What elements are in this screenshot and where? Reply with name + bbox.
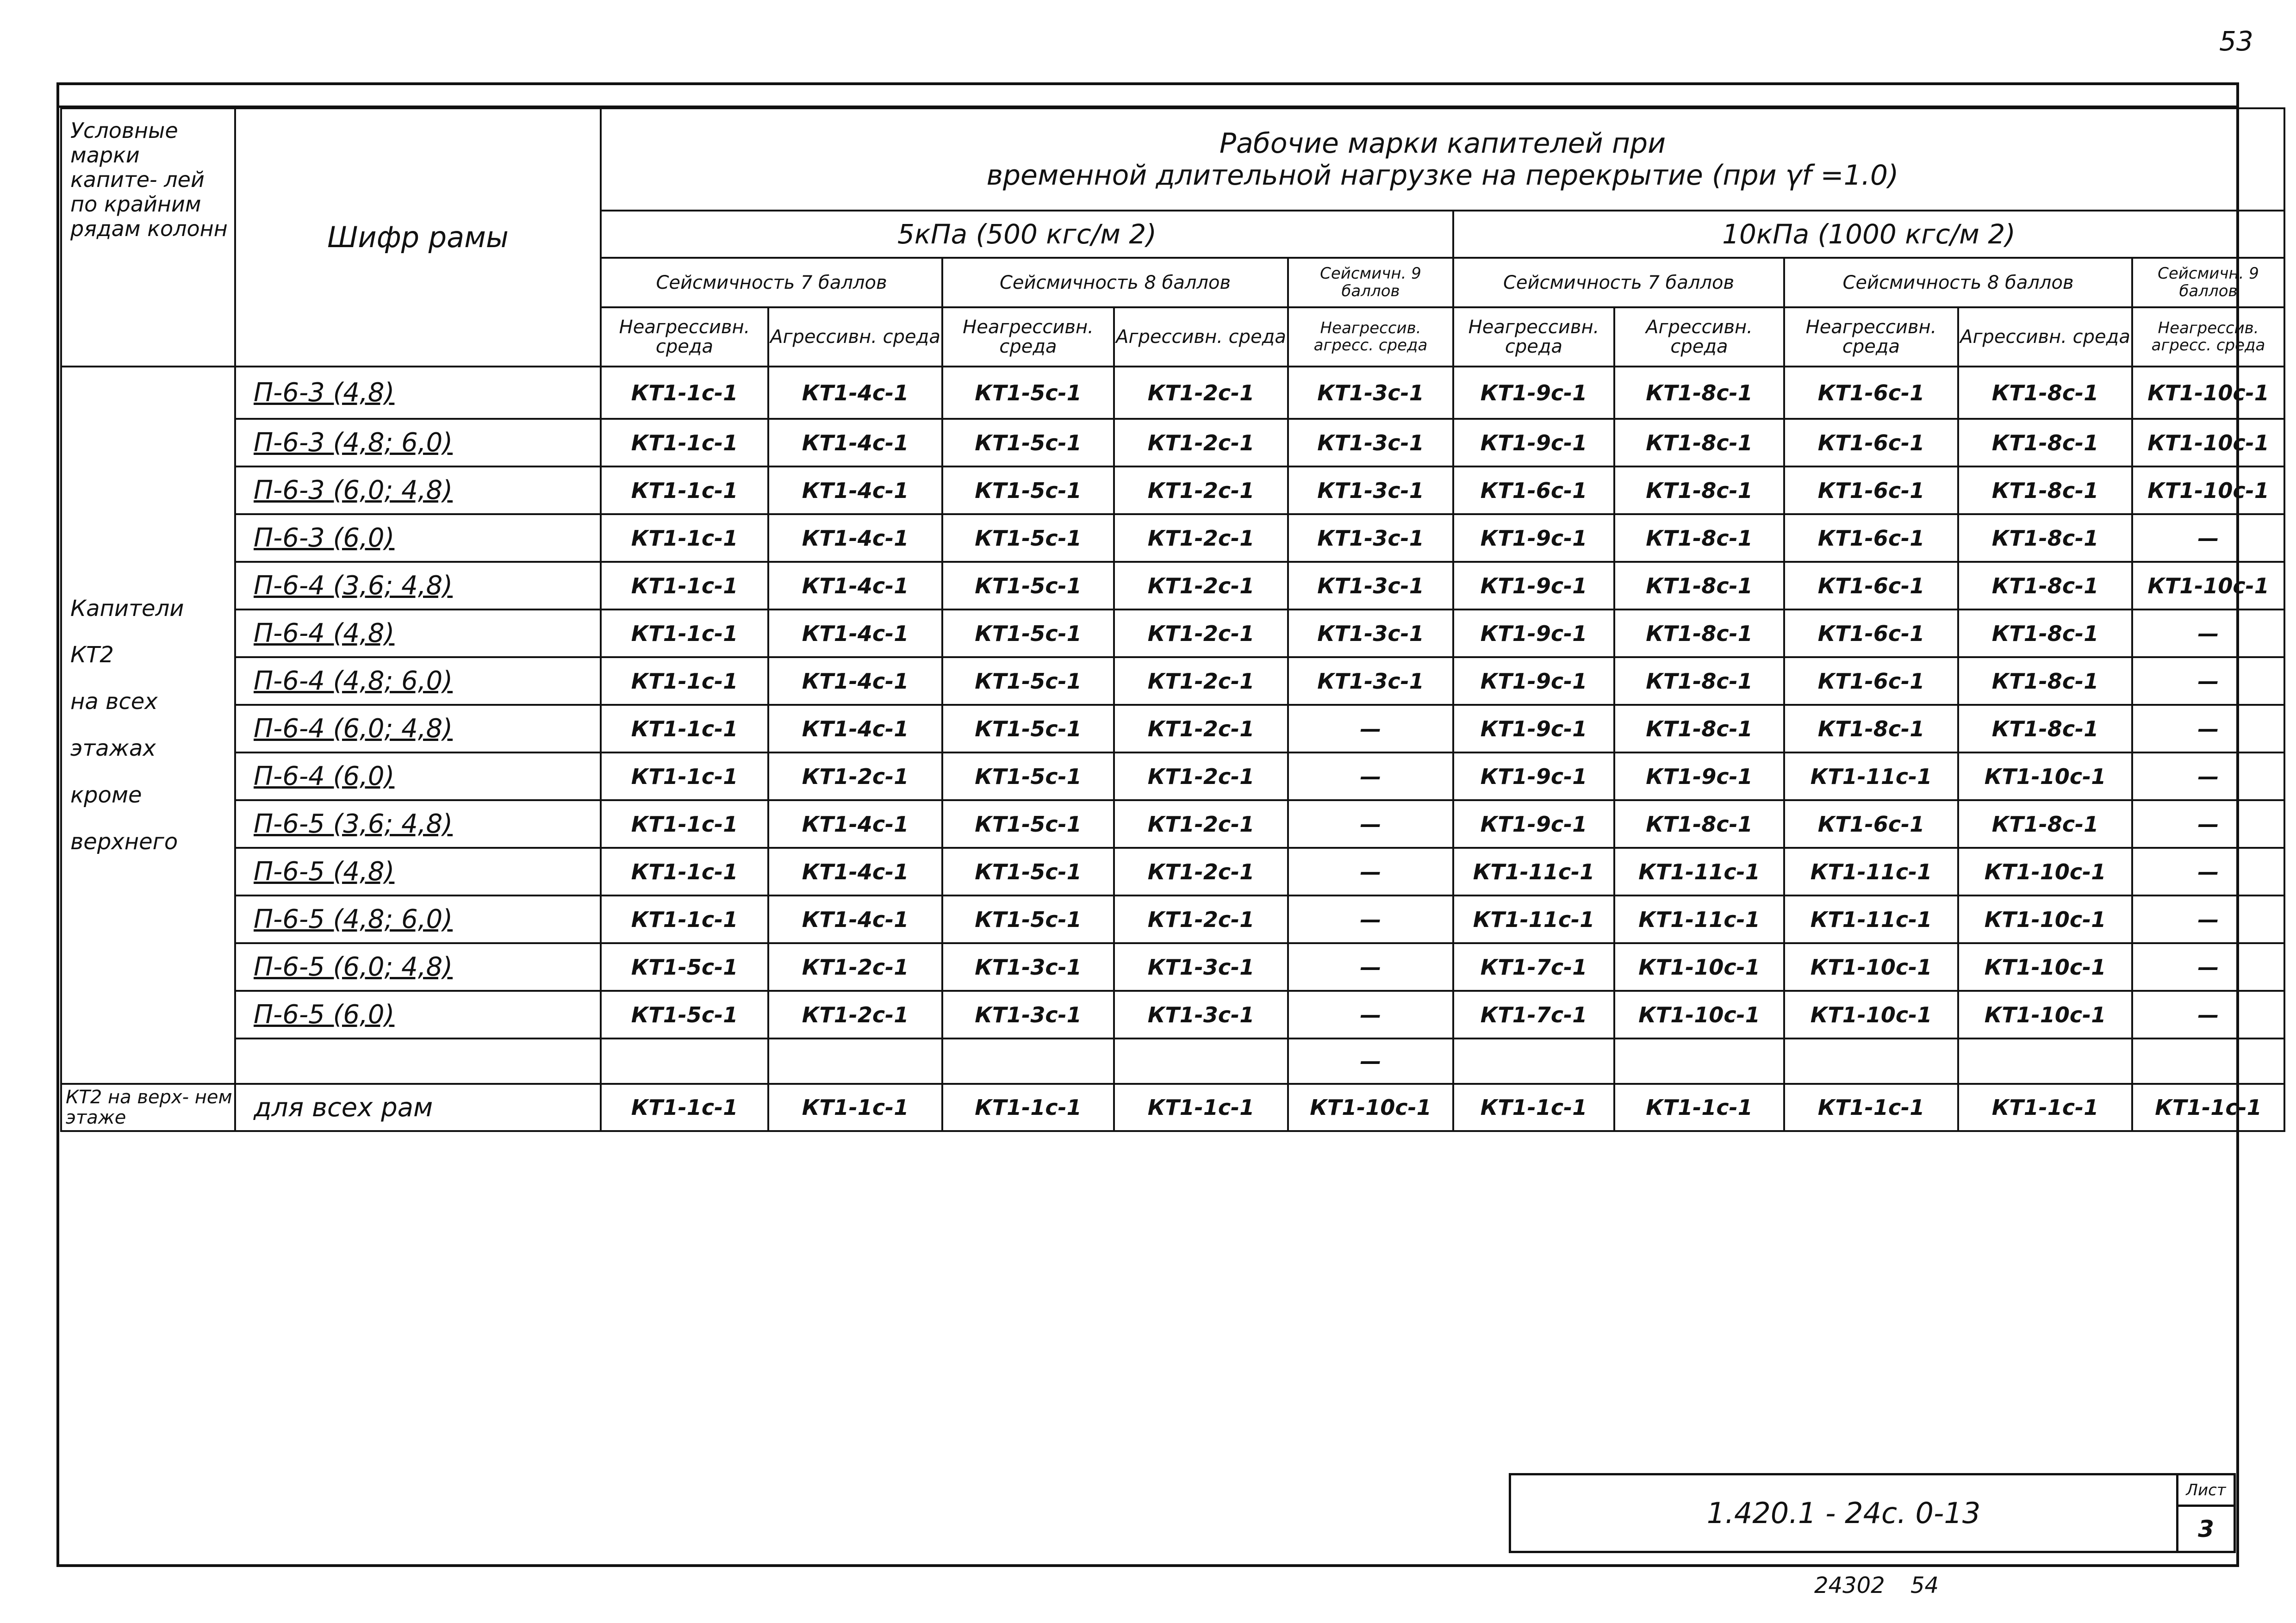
frame-code: П-6-4 (3,6; 4,8) [235, 562, 601, 609]
table-cell: КТ1-2с-1 [1114, 848, 1288, 895]
capital-marks-table [60, 107, 2285, 1132]
frame-code: П-6-3 (6,0; 4,8) [235, 466, 601, 514]
table-cell: КТ1-3с-1 [1288, 609, 1453, 657]
group-label-line: кроме [70, 782, 142, 808]
table-cell: КТ1-6с-1 [1453, 466, 1614, 514]
header-env-nonaggr: Неагрессивн. среда [942, 307, 1114, 367]
table-cell: КТ1-4с-1 [768, 705, 942, 752]
header-env-aggr: Агрессивн. среда [1614, 307, 1784, 367]
table-cell: — [2132, 800, 2284, 848]
table-cell: — [1288, 705, 1453, 752]
table-cell [1958, 1038, 2132, 1084]
table-cell: КТ1-8с-1 [1614, 419, 1784, 466]
header-env-aggr: Агрессивн. среда [1958, 307, 2132, 367]
page-number: 53 [2219, 25, 2253, 57]
table-cell: КТ1-1с-1 [601, 752, 768, 800]
table-cell: КТ1-5с-1 [942, 609, 1114, 657]
table-cell: КТ1-3с-1 [1288, 514, 1453, 562]
table-cell: КТ1-2с-1 [1114, 705, 1288, 752]
table-cell [1784, 1038, 1958, 1084]
table-cell: КТ1-2с-1 [1114, 466, 1288, 514]
table-cell: КТ1-8с-1 [1614, 466, 1784, 514]
table-cell: КТ1-10с-1 [1784, 943, 1958, 991]
table-cell: КТ1-11с-1 [1453, 895, 1614, 943]
table-cell: КТ1-7с-1 [1453, 991, 1614, 1038]
table-row [61, 943, 2284, 991]
group-label-line: верхнего [70, 828, 178, 855]
table-cell: КТ1-1с-1 [601, 895, 768, 943]
table-row [61, 1038, 2284, 1084]
frame-code: П-6-3 (4,8; 6,0) [235, 419, 601, 466]
table-cell: КТ1-5с-1 [942, 419, 1114, 466]
table-cell: КТ1-11с-1 [1614, 895, 1784, 943]
table-cell: КТ1-6с-1 [1784, 800, 1958, 848]
table-row [61, 657, 2284, 705]
table-cell: КТ1-1с-1 [1784, 1084, 1958, 1131]
table-cell: КТ1-5с-1 [601, 991, 768, 1038]
header-title [601, 108, 2284, 211]
table-cell: КТ1-10с-1 [2132, 466, 2284, 514]
table-cell: КТ1-8с-1 [1614, 367, 1784, 419]
frame-code: П-6-4 (6,0; 4,8) [235, 705, 601, 752]
table-cell: КТ1-8с-1 [1958, 419, 2132, 466]
table-cell: КТ1-1с-1 [601, 466, 768, 514]
table-cell: КТ1-4с-1 [768, 848, 942, 895]
table-cell: КТ1-4с-1 [768, 657, 942, 705]
table-cell: КТ1-11с-1 [1784, 752, 1958, 800]
table-cell: КТ1-10с-1 [1614, 991, 1784, 1038]
table-cell: КТ1-6с-1 [1784, 562, 1958, 609]
table-cell: КТ1-1с-1 [1614, 1084, 1784, 1131]
table-cell [2132, 1038, 2284, 1084]
table-cell: КТ1-1с-1 [1114, 1084, 1288, 1131]
table-row [61, 752, 2284, 800]
table-cell: КТ1-2с-1 [1114, 800, 1288, 848]
table-cell: — [2132, 609, 2284, 657]
table-cell: КТ1-8с-1 [1614, 705, 1784, 752]
document-code: 1.420.1 - 24с. 0-13 [1510, 1474, 2178, 1552]
table-cell: КТ1-9с-1 [1453, 752, 1614, 800]
table-row [61, 419, 2284, 466]
table-cell: КТ1-9с-1 [1453, 367, 1614, 419]
table-cell: КТ1-11с-1 [1784, 848, 1958, 895]
group-label-line: Капители [70, 595, 184, 622]
table-cell: КТ1-8с-1 [1784, 705, 1958, 752]
table-cell: КТ1-11с-1 [1453, 848, 1614, 895]
table-cell: — [2132, 752, 2284, 800]
table-cell: КТ1-6с-1 [1784, 419, 1958, 466]
table-cell: КТ1-5с-1 [942, 895, 1114, 943]
table-cell: — [2132, 895, 2284, 943]
top-floor-code: для всех рам [235, 1084, 601, 1131]
table-cell: КТ1-8с-1 [1958, 609, 2132, 657]
table-cell: КТ1-10с-1 [1784, 991, 1958, 1038]
table-cell: КТ1-2с-1 [1114, 419, 1288, 466]
table-cell: КТ1-3с-1 [1114, 991, 1288, 1038]
table-cell: КТ1-2с-1 [1114, 562, 1288, 609]
table-cell: КТ1-9с-1 [1453, 562, 1614, 609]
header-seism-7-b: Сейсмичность 7 баллов [1453, 258, 1784, 307]
table-cell: КТ1-10с-1 [2132, 562, 2284, 609]
table-cell: — [2132, 943, 2284, 991]
table-cell: КТ1-5с-1 [942, 752, 1114, 800]
table-cell: — [1288, 800, 1453, 848]
table-row [61, 991, 2284, 1038]
table-cell: КТ1-10с-1 [1958, 895, 2132, 943]
table-cell: КТ1-6с-1 [1784, 609, 1958, 657]
table-cell: КТ1-8с-1 [1614, 800, 1784, 848]
frame-code: П-6-5 (6,0) [235, 991, 601, 1038]
table-cell: КТ1-4с-1 [768, 562, 942, 609]
header-env-9: Неагрессив. агресс. среда [2132, 307, 2284, 367]
table-cell: КТ1-2с-1 [768, 991, 942, 1038]
table-cell: КТ1-4с-1 [768, 800, 942, 848]
table-cell: КТ1-5с-1 [942, 514, 1114, 562]
header-frame-code: Шифр рамы [235, 108, 601, 367]
table-cell: КТ1-2с-1 [768, 752, 942, 800]
table-cell [942, 1038, 1114, 1084]
table-cell: КТ1-8с-1 [1614, 562, 1784, 609]
table-cell: КТ1-2с-1 [1114, 609, 1288, 657]
header-load-10kpa: 10кПа (1000 кгс/м 2) [1453, 211, 2284, 258]
table-cell: КТ1-6с-1 [1784, 657, 1958, 705]
table-cell: КТ1-10с-1 [1614, 943, 1784, 991]
table-cell: КТ1-7с-1 [1453, 943, 1614, 991]
table-cell: КТ1-2с-1 [1114, 752, 1288, 800]
table-cell: КТ1-3с-1 [1288, 562, 1453, 609]
table-cell: КТ1-4с-1 [768, 466, 942, 514]
group-label-line: на всех [70, 689, 158, 715]
table-cell: КТ1-3с-1 [1114, 943, 1288, 991]
frame-code: П-6-5 (6,0; 4,8) [235, 943, 601, 991]
table-cell: КТ1-1с-1 [768, 1084, 942, 1131]
table-cell: КТ1-1с-1 [601, 657, 768, 705]
header-env-9: Неагрессив. агресс. среда [1288, 307, 1453, 367]
table-cell: КТ1-1с-1 [601, 562, 768, 609]
table-cell: КТ1-5с-1 [942, 367, 1114, 419]
table-cell: КТ1-5с-1 [942, 848, 1114, 895]
header-env-aggr: Агрессивн. среда [1114, 307, 1288, 367]
table-cell: КТ1-1с-1 [942, 1084, 1114, 1131]
table-cell: КТ1-8с-1 [1614, 657, 1784, 705]
table-cell: КТ1-1с-1 [601, 800, 768, 848]
table-cell: КТ1-4с-1 [768, 419, 942, 466]
title-block [1509, 1473, 2236, 1553]
table-cell: КТ1-9с-1 [1614, 752, 1784, 800]
header-seism-8-a: Сейсмичность 8 баллов [942, 258, 1288, 307]
table-cell: КТ1-4с-1 [768, 514, 942, 562]
header-title-line1: Рабочие марки капителей при [1219, 127, 1666, 160]
table-cell: КТ1-4с-1 [768, 609, 942, 657]
header-title-line2: временной длительной нагрузке на перекрытие (при γf =1.0) [986, 159, 1899, 192]
table-cell: — [1288, 752, 1453, 800]
table-cell: КТ1-11с-1 [1614, 848, 1784, 895]
table-cell: КТ1-8с-1 [1958, 657, 2132, 705]
table-cell: КТ1-9с-1 [1453, 705, 1614, 752]
table-cell: КТ1-5с-1 [942, 466, 1114, 514]
table-cell: — [1288, 1038, 1453, 1084]
frame-code [235, 1038, 601, 1084]
table-cell: КТ1-8с-1 [1958, 800, 2132, 848]
table-cell: КТ1-3с-1 [942, 991, 1114, 1038]
table-cell: КТ1-8с-1 [1958, 466, 2132, 514]
table-cell: КТ1-10с-1 [2132, 367, 2284, 419]
frame-code: П-6-4 (4,8; 6,0) [235, 657, 601, 705]
table-row [61, 800, 2284, 848]
header-seism-8-b: Сейсмичность 8 баллов [1784, 258, 2132, 307]
table-cell: КТ1-8с-1 [1958, 514, 2132, 562]
frame-code: П-6-3 (6,0) [235, 514, 601, 562]
table-cell: КТ1-11с-1 [1784, 895, 1958, 943]
table-row [61, 705, 2284, 752]
sheet-number: 3 [2178, 1506, 2235, 1552]
table-cell: — [2132, 848, 2284, 895]
table-cell: КТ1-9с-1 [1453, 800, 1614, 848]
table-cell: КТ1-3с-1 [1288, 367, 1453, 419]
table-cell: КТ1-10с-1 [1958, 943, 2132, 991]
table-cell: КТ1-3с-1 [942, 943, 1114, 991]
table-cell: КТ1-9с-1 [1453, 657, 1614, 705]
table-cell: КТ1-5с-1 [942, 800, 1114, 848]
table-cell: КТ1-2с-1 [1114, 895, 1288, 943]
header-env-nonaggr: Неагрессивн. среда [601, 307, 768, 367]
frame-code: П-6-5 (4,8) [235, 848, 601, 895]
frame-code: П-6-5 (3,6; 4,8) [235, 800, 601, 848]
sheet-label: Лист [2178, 1474, 2235, 1506]
group-label [61, 367, 235, 1084]
table-cell: КТ1-2с-1 [1114, 367, 1288, 419]
table-cell: КТ1-9с-1 [1453, 419, 1614, 466]
table-cell: КТ1-1с-1 [1958, 1084, 2132, 1131]
table-row [61, 848, 2284, 895]
table-cell: КТ1-1с-1 [601, 367, 768, 419]
table-row [61, 562, 2284, 609]
table-cell: КТ1-1с-1 [601, 514, 768, 562]
table-cell: КТ1-1с-1 [1453, 1084, 1614, 1131]
inventory-number: 24302 54 [1814, 1573, 1939, 1598]
table-cell: КТ1-10с-1 [1958, 991, 2132, 1038]
table-row [61, 895, 2284, 943]
table-cell: — [2132, 705, 2284, 752]
table-cell: КТ1-10с-1 [1958, 848, 2132, 895]
table-cell: КТ1-1с-1 [601, 1084, 768, 1131]
table-cell: КТ1-5с-1 [942, 562, 1114, 609]
header-env-aggr: Агрессивн. среда [768, 307, 942, 367]
table-cell: — [1288, 943, 1453, 991]
table-row [61, 609, 2284, 657]
frame-code: П-6-4 (4,8) [235, 609, 601, 657]
table-cell: КТ1-8с-1 [1958, 705, 2132, 752]
table-cell: КТ1-10с-1 [1288, 1084, 1453, 1131]
table-cell: — [1288, 848, 1453, 895]
header-seism-9-a: Сейсмичн. 9 баллов [1288, 258, 1453, 307]
table-cell: КТ1-1с-1 [601, 705, 768, 752]
table-cell: КТ1-4с-1 [768, 895, 942, 943]
table-cell: КТ1-6с-1 [1784, 514, 1958, 562]
table-cell: КТ1-2с-1 [768, 943, 942, 991]
header-env-nonaggr: Неагрессивн. среда [1784, 307, 1958, 367]
table-cell: КТ1-6с-1 [1784, 466, 1958, 514]
table-cell [1114, 1038, 1288, 1084]
table-cell: КТ1-8с-1 [1614, 609, 1784, 657]
table-cell: КТ1-4с-1 [768, 367, 942, 419]
header-load-5kpa: 5кПа (500 кгс/м 2) [601, 211, 1453, 258]
table-cell: КТ1-1с-1 [601, 609, 768, 657]
table-cell: КТ1-1с-1 [601, 848, 768, 895]
table-cell [1453, 1038, 1614, 1084]
header-env-nonaggr: Неагрессивн. среда [1453, 307, 1614, 367]
table-cell: КТ1-1с-1 [601, 419, 768, 466]
table-row [61, 514, 2284, 562]
table-cell: КТ1-1с-1 [2132, 1084, 2284, 1131]
table-cell: — [1288, 895, 1453, 943]
frame-code: П-6-4 (6,0) [235, 752, 601, 800]
table-cell: — [2132, 514, 2284, 562]
header-seism-7-a: Сейсмичность 7 баллов [601, 258, 942, 307]
table-row [61, 466, 2284, 514]
table-cell: КТ1-3с-1 [1288, 657, 1453, 705]
group-label-line: КТ2 [70, 642, 114, 668]
table-cell [768, 1038, 942, 1084]
table-cell [601, 1038, 768, 1084]
frame-code: П-6-3 (4,8) [235, 367, 601, 419]
table-cell: КТ1-5с-1 [942, 705, 1114, 752]
table-cell: КТ1-5с-1 [601, 943, 768, 991]
group-label-line: этажах [70, 735, 156, 761]
table-cell: КТ1-5с-1 [942, 657, 1114, 705]
header-seism-9-b: Сейсмичн. 9 баллов [2132, 258, 2284, 307]
header-conditional-marks: Условные марки капите- лей по крайним рядам колонн [61, 108, 235, 367]
table-cell: КТ1-6с-1 [1784, 367, 1958, 419]
table-cell: КТ1-2с-1 [1114, 514, 1288, 562]
table-cell: КТ1-8с-1 [1614, 514, 1784, 562]
frame-code: П-6-5 (4,8; 6,0) [235, 895, 601, 943]
table-cell: КТ1-3с-1 [1288, 419, 1453, 466]
top-floor-label: КТ2 на верх- нем этаже [61, 1084, 235, 1131]
table-row [61, 367, 2284, 419]
table-cell: КТ1-9с-1 [1453, 609, 1614, 657]
table-cell: КТ1-2с-1 [1114, 657, 1288, 705]
table-cell: КТ1-10с-1 [1958, 752, 2132, 800]
table-cell: КТ1-10с-1 [2132, 419, 2284, 466]
table-cell: — [2132, 657, 2284, 705]
table-cell: КТ1-8с-1 [1958, 367, 2132, 419]
table-cell: КТ1-9с-1 [1453, 514, 1614, 562]
table-cell [1614, 1038, 1784, 1084]
table-cell: КТ1-3с-1 [1288, 466, 1453, 514]
table-cell: — [2132, 991, 2284, 1038]
table-cell: — [1288, 991, 1453, 1038]
table-cell: КТ1-8с-1 [1958, 562, 2132, 609]
